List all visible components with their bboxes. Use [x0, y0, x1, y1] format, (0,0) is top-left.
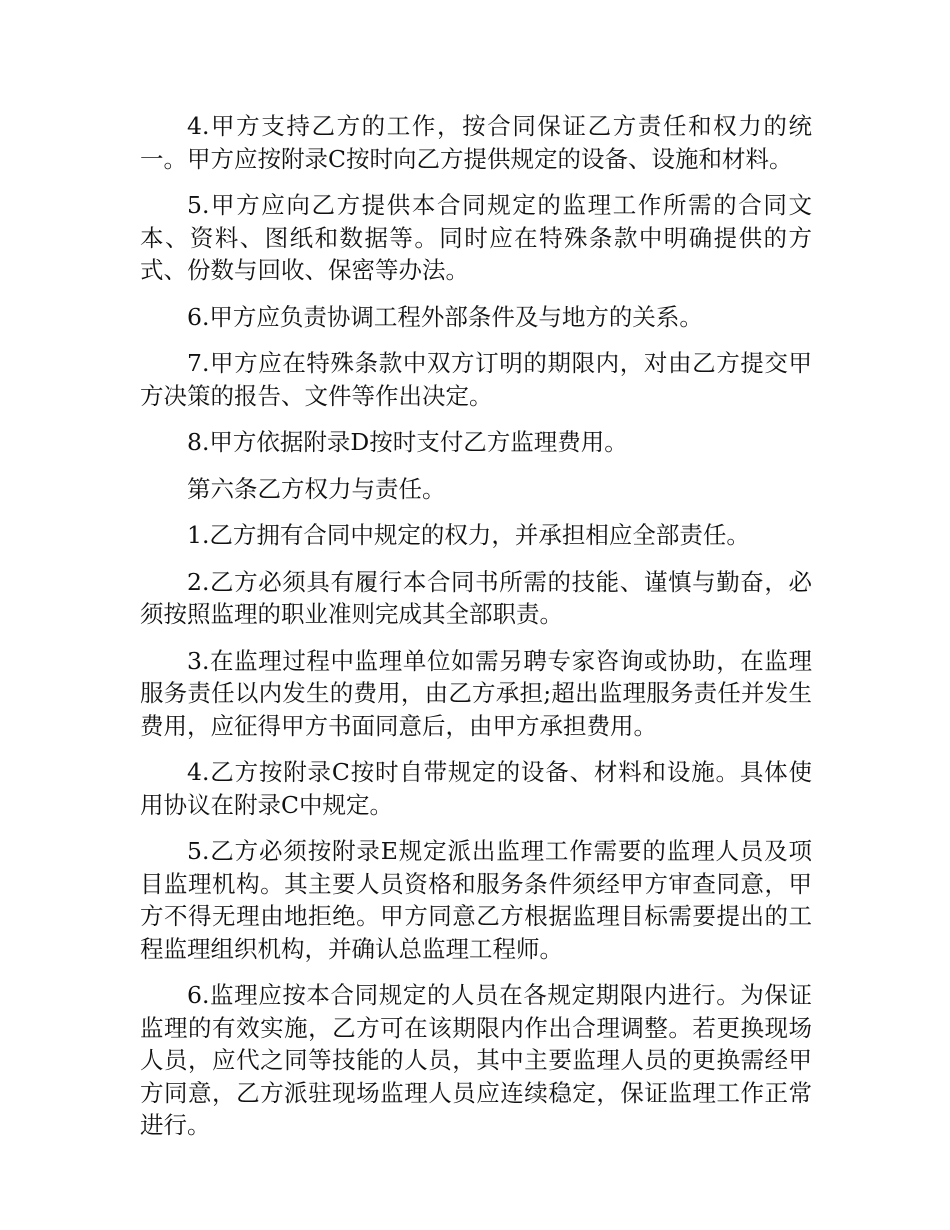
document-body [140, 110, 812, 1156]
paragraph-party-b-4: 4.乙方按附录C按时自带规定的设备、材料和设施。具体使用协议在附录C中规定。 [140, 758, 812, 819]
paragraph-party-b-2: 2.乙方必须具有履行本合同书所需的技能、谨慎与勤奋，必须按照监理的职业准则完成其全部职责。 [140, 567, 812, 628]
paragraph-party-a-5: 5.甲方应向乙方提供本合同规定的监理工作所需的合同文本、资料、图纸和数据等。同时应在特殊条款中明确提供的方式、份数与回收、保密等办法。 [140, 191, 812, 284]
paragraph-party-b-1: 1.乙方拥有合同中规定的权力，并承担相应全部责任。 [187, 521, 750, 549]
paragraph-party-a-8: 8.甲方依据附录D按时支付乙方监理费用。 [187, 428, 628, 456]
paragraph-party-a-6: 6.甲方应负责协调工程外部条件及与地方的关系。 [187, 302, 703, 331]
paragraph-party-b-5: 5.乙方必须按附录E规定派出监理工作需要的监理人员及项目监理机构。其主要人员资格和服务条件须经甲方审查同意，甲方不得无理由地拒绝。甲方同意乙方根据监理目标需要提出的工程监理组织机构，并确认总监理工程师。 [140, 837, 812, 963]
paragraph-party-b-6: 6.监理应按本合同规定的人员在各规定期限内进行。为保证监理的有效实施，乙方可在该期限内作出合理调整。若更换现场人员，应代之同等技能的人员，其中主要监理人员的更换需经甲方同意，乙方派驻现场监理人员应连续稳定，保证监理工作正常进行。 [140, 981, 812, 1139]
paragraph-party-b-3: 3.在监理过程中监理单位如需另聘专家咨询或协助，在监理服务责任以内发生的费用，由乙方承担;超出监理服务责任并发生费用，应征得甲方书面同意后，由甲方承担费用。 [140, 646, 812, 740]
paragraph-party-a-7: 7.甲方应在特殊条款中双方订明的期限内，对由乙方提交甲方决策的报告、文件等作出决定。 [140, 349, 812, 410]
section-heading-article-6: 第六条乙方权力与责任。 [187, 474, 446, 503]
paragraph-party-a-4: 4.甲方支持乙方的工作，按合同保证乙方责任和权力的统一。甲方应按附录C按时向乙方提供规定的设备、设施和材料。 [140, 112, 812, 173]
